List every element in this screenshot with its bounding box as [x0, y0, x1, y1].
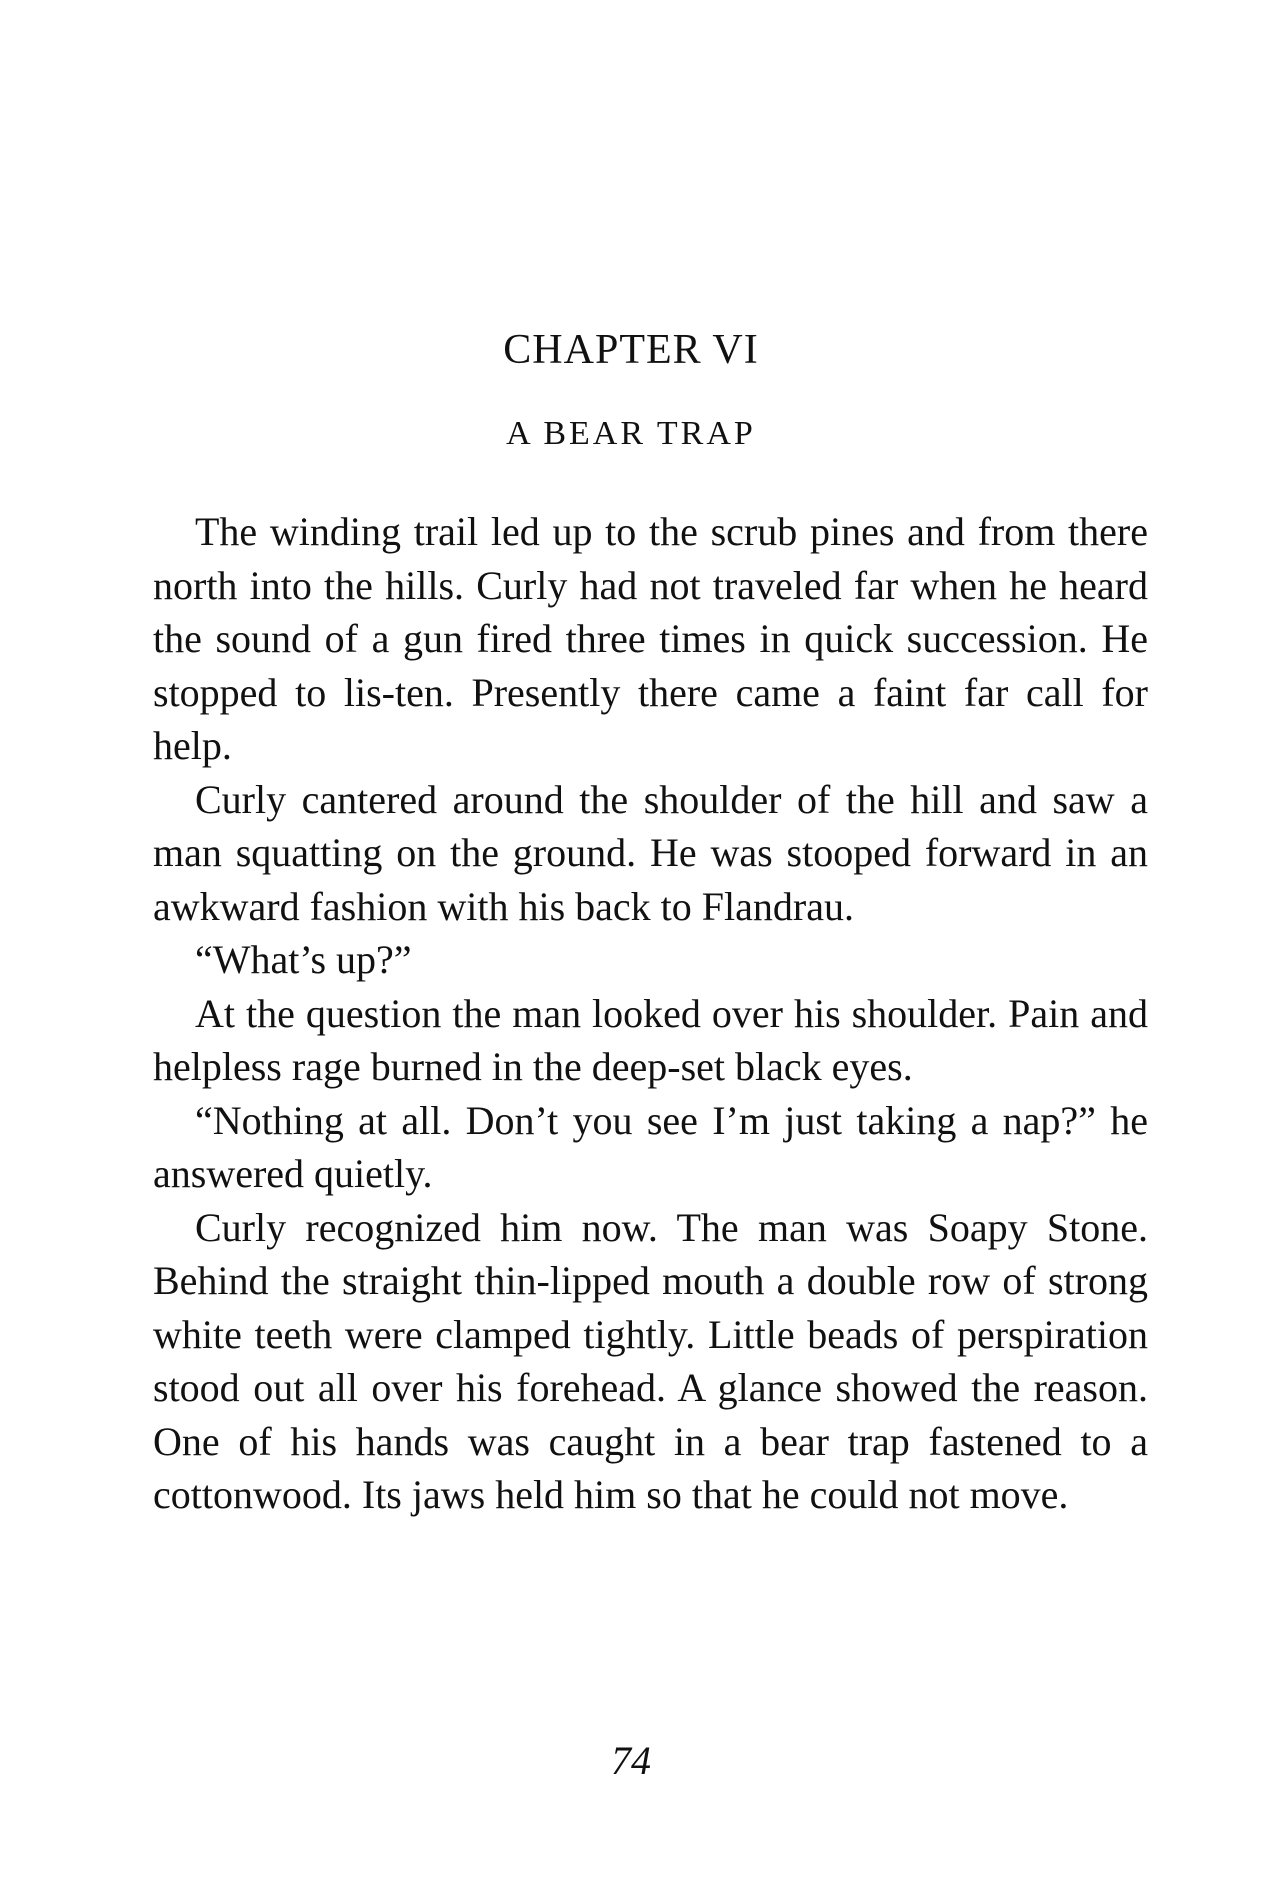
paragraph-2: Curly cantered around the shoulder of the hill and saw a man squatting on the ground. He was stooped forward in an awkward fashion with his back to Flandrau.	[153, 776, 1148, 929]
chapter-body	[153, 505, 1148, 1522]
paragraph-4: At the question the man looked over his shoulder. Pain and helpless rage burned in the deep-set black eyes.	[153, 990, 1148, 1089]
paragraph-6: Curly recognized him now. The man was Soapy Stone. Behind the straight thin-lipped mouth a double row of strong white teeth were clamped tightly. Little beads of perspiration stood out all over his forehead. A glance showed the reason. One of his hands was caught in a bear trap fastened to a cottonwood. Its jaws held him so that he could not move.	[153, 1204, 1148, 1517]
chapter-number: CHAPTER VI	[503, 327, 759, 373]
paragraph-1: The winding trail led up to the scrub pines and from there north into the hills. Curly had not traveled far when he heard the sound of a gun fired three times in quick succession. He stopped to lis-ten. Presently there came a faint far call for help.	[153, 509, 1148, 768]
page-number: 74	[611, 1738, 651, 1783]
chapter-title: A BEAR TRAP	[506, 415, 756, 452]
paragraph-3: “What’s up?”	[195, 937, 412, 982]
paragraph-5: “Nothing at all. Don’t you see I’m just taking a nap?” he answered quietly.	[153, 1097, 1148, 1196]
